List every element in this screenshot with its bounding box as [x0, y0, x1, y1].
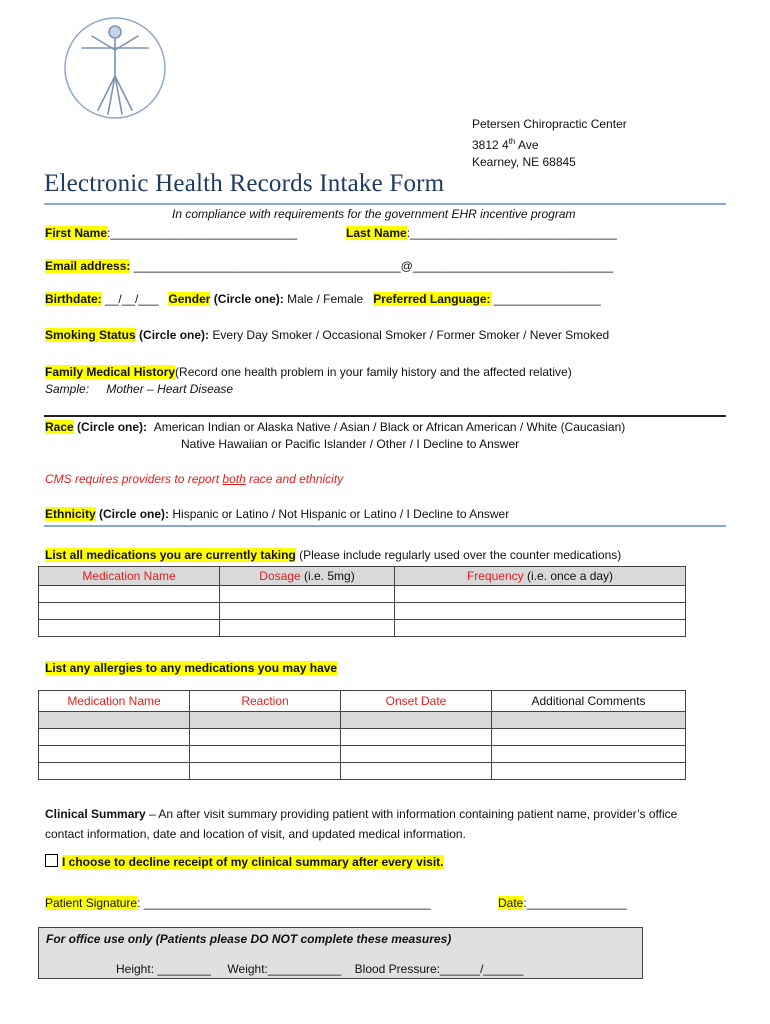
office-use-box [38, 927, 643, 979]
medications-heading: List all medications you are currently taking [45, 548, 296, 562]
family-divider [44, 415, 726, 417]
height-field[interactable]: Height: ________ [116, 962, 211, 976]
allergy-col-comments: Additional Comments [492, 691, 686, 712]
decline-label: I choose to decline receipt of my clinical summary after every visit. [62, 855, 444, 869]
form-title-wrap [44, 170, 444, 198]
race-circle: (Circle one): [77, 420, 148, 434]
clinical-label: Clinical Summary [45, 807, 146, 821]
table-row[interactable] [39, 586, 686, 603]
race-options-1[interactable]: American Indian or Alaska Native / Asian / Black or African American / White (Caucasian) [153, 420, 626, 434]
ethnicity-divider [44, 525, 726, 527]
medications-note: (Please include regularly used over the counter medications) [299, 548, 622, 562]
blood-pressure-field[interactable]: Blood Pressure:______/______ [354, 962, 524, 976]
table-row[interactable] [39, 746, 686, 763]
decline-row[interactable] [45, 854, 444, 869]
ethnicity-label: Ethnicity [45, 507, 96, 521]
table-row[interactable] [39, 763, 686, 780]
signature-blank[interactable]: : ___________________________________________ [137, 896, 431, 910]
email-label: Email address: [45, 259, 131, 273]
sample-value: Mother – Heart Disease [106, 382, 234, 396]
table-row[interactable] [39, 729, 686, 746]
last-name-field[interactable] [346, 226, 617, 240]
email-blank[interactable]: ________________________________________@______________________________ [133, 259, 614, 273]
cms-note: CMS requires providers to report both race and ethnicity [45, 472, 344, 486]
clinical-text-1: – An after visit summary providing patient with information containing patient name, provider’s office [145, 807, 678, 821]
ethnicity-options[interactable]: Hispanic or Latino / Not Hispanic or Latino / I Decline to Answer [172, 507, 510, 521]
language-label: Preferred Language: [373, 292, 491, 306]
sample-label: Sample: [45, 382, 90, 396]
smoking-circle: (Circle one): [139, 328, 210, 342]
first-name-field[interactable] [45, 226, 297, 240]
ethnicity-circle: (Circle one): [99, 507, 170, 521]
allergy-col-onset: Onset Date [341, 691, 492, 712]
date-field[interactable] [498, 896, 627, 910]
birthdate-blank[interactable]: __/__/___ [105, 292, 159, 306]
office-measures [116, 962, 523, 976]
first-name-label: First Name [45, 226, 108, 240]
clinic-city: Kearney, NE 68845 [472, 155, 576, 169]
date-blank[interactable]: :_______________ [523, 896, 627, 910]
decline-checkbox[interactable] [45, 854, 58, 867]
office-heading: For office use only (Patients please DO NOT complete these measures) [46, 932, 452, 946]
signature-field[interactable] [45, 896, 431, 910]
date-label: Date [498, 896, 524, 910]
birth-gender-row [45, 292, 601, 306]
race-label: Race [45, 420, 74, 434]
gender-options[interactable]: Male / Female [287, 292, 364, 306]
table-row[interactable] [39, 712, 686, 729]
table-row[interactable] [39, 620, 686, 637]
birthdate-label: Birthdate: [45, 292, 102, 306]
email-field[interactable] [45, 259, 613, 273]
signature-label: Patient Signature [45, 896, 138, 910]
allergy-col-reaction: Reaction [190, 691, 341, 712]
last-name-blank[interactable]: :_______________________________ [406, 226, 617, 240]
table-row[interactable] [39, 603, 686, 620]
smoking-label: Smoking Status [45, 328, 136, 342]
med-col-name: Medication Name [39, 567, 220, 586]
clinic-name: Petersen Chiropractic Center [472, 117, 627, 131]
medications-heading-row [45, 548, 621, 562]
language-blank[interactable]: ________________ [493, 292, 601, 306]
clinical-text-2: contact information, date and location of visit, and updated medical information. [45, 827, 466, 841]
first-name-blank[interactable]: :____________________________ [107, 226, 298, 240]
allergies-heading-row [45, 661, 337, 675]
family-history-row [45, 365, 572, 379]
family-desc: (Record one health problem in your family history and the affected relative) [175, 365, 572, 379]
table-header-row [39, 691, 686, 712]
medications-table [38, 566, 686, 637]
title-rule [44, 203, 726, 205]
smoking-options[interactable]: Every Day Smoker / Occasional Smoker / Former Smoker / Never Smoked [212, 328, 610, 342]
family-sample [45, 382, 233, 396]
race-row [45, 420, 625, 434]
allergy-col-medication: Medication Name [39, 691, 190, 712]
family-label: Family Medical History [45, 365, 176, 379]
clinic-address [472, 116, 627, 171]
table-header-row [39, 567, 686, 586]
gender-label: Gender [168, 292, 211, 306]
med-col-frequency: Frequency (i.e. once a day) [395, 567, 686, 586]
clinical-summary [45, 804, 735, 844]
smoking-row [45, 328, 609, 342]
weight-field[interactable]: Weight:___________ [227, 962, 342, 976]
allergies-table [38, 690, 686, 780]
gender-circle: (Circle one): [213, 292, 284, 306]
form-subtitle: In compliance with requirements for the government EHR incentive program [172, 207, 576, 221]
clinic-logo [62, 14, 168, 122]
clinic-street: 3812 4th Ave [472, 137, 539, 152]
last-name-label: Last Name [346, 226, 407, 240]
form-title: Electronic Health Records Intake Form [44, 170, 445, 197]
ethnicity-row [45, 507, 509, 521]
race-options-2[interactable]: Native Hawaiian or Pacific Islander / Other / I Decline to Answer [181, 437, 520, 451]
med-col-dosage: Dosage (i.e. 5mg) [220, 567, 395, 586]
allergies-heading: List any allergies to any medications you may have [45, 661, 338, 675]
